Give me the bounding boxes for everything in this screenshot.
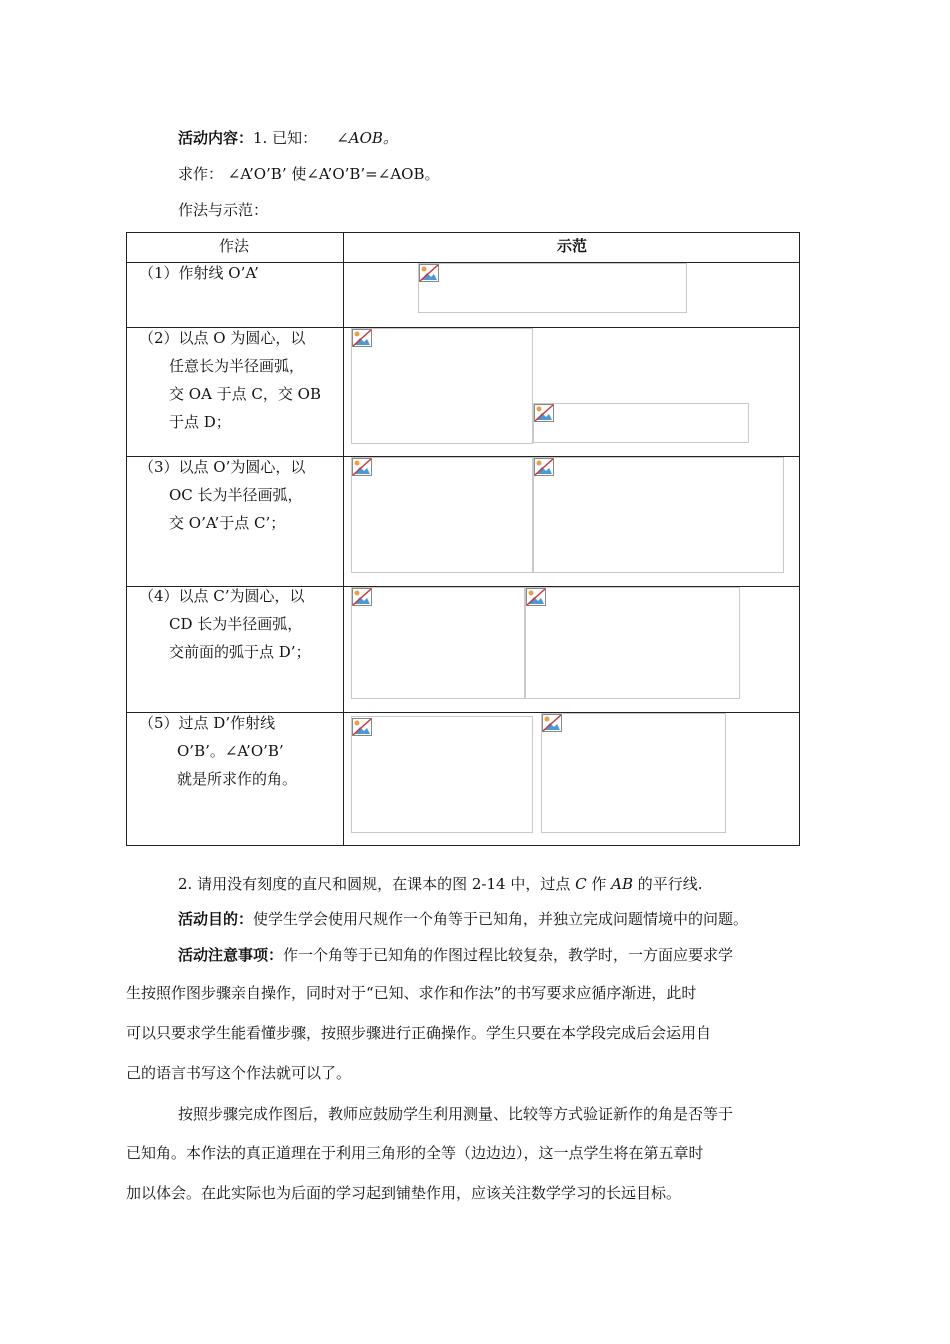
broken-image-icon [419, 264, 439, 282]
closing-line-1: 按照步骤完成作图后，教师应鼓励学生利用测量、比较等方式验证新作的角是否等于 [178, 1105, 734, 1123]
demo-image-5b [541, 713, 726, 833]
purpose-label: 活动目的： [178, 910, 254, 928]
notes-label: 活动注意事项： [178, 946, 284, 964]
broken-image-icon [542, 714, 562, 732]
closing-line-2: 已知角。本作法的真正道理在于利用三角形的全等（边边边），这一点学生将在第五章时 [126, 1144, 704, 1162]
broken-image-icon [526, 588, 546, 606]
broken-image-icon [352, 458, 372, 476]
notes-line-2: 生按照作图步骤亲自操作，同时对于“已知、求作和作法”的书写要求应循序渐进，此时 [126, 984, 697, 1002]
header-method: 作法 [219, 237, 250, 255]
demo-image-4b [525, 587, 740, 699]
method-intro: 作法与示范： [178, 201, 269, 219]
step-1-text: （1）作射线 O’A’ [139, 264, 259, 282]
broken-image-icon [534, 458, 554, 476]
table-divider [343, 233, 344, 845]
find-line: 求作： ∠A’O’B’ 使∠A’O’B’=∠AOB。 [178, 165, 440, 183]
demo-image-2a [351, 328, 533, 444]
broken-image-icon [352, 588, 372, 606]
given-angle: ∠AOB。 [336, 129, 398, 147]
notes-line-1: 活动注意事项：作一个角等于已知角的作图过程比较复杂，教学时，一方面应要求学 [178, 946, 734, 964]
header-demo: 示范 [557, 237, 588, 255]
demo-image-3b [533, 457, 784, 573]
broken-image-icon [534, 404, 554, 422]
step-4-text: （4）以点 C’为圆心，以 CD 长为半径画弧， 交前面的弧于点 D’； [139, 587, 311, 661]
broken-image-icon [352, 329, 372, 347]
broken-image-icon [352, 718, 372, 736]
step-3-text: （3）以点 O’为圆心，以 OC 长为半径画弧， 交 O’A’于点 C’； [139, 458, 306, 532]
activity-content-text: 1. 已知： [253, 129, 318, 147]
demo-image-4a [351, 587, 525, 699]
activity-purpose [178, 908, 748, 929]
purpose-text: 使学生学会使用尺规作一个角等于已知角，并独立完成问题情境中的问题。 [253, 910, 749, 928]
activity-content-line [178, 127, 398, 148]
activity-content-label: 活动内容： [178, 129, 254, 147]
demo-image-2b [533, 403, 749, 443]
notes-line-3: 可以只要求学生能看懂步骤，按照步骤进行正确操作。学生只要在本学段完成后会运用自 [126, 1024, 712, 1042]
step-2-text: （2）以点 O 为圆心，以 任意长为半径画弧， 交 OA 于点 C，交 OB 于点 D； [139, 329, 322, 431]
task-2: 2. 请用没有刻度的直尺和圆规，在课本的图 2-14 中，过点 C 作 AB 的平行线. [178, 875, 703, 893]
notes-line-4: 己的语言书写这个作法就可以了。 [126, 1064, 352, 1082]
step-5-text: （5）过点 D’作射线 O’B’。∠A’O’B’ 就是所求作的角。 [139, 714, 298, 788]
closing-line-3: 加以体会。在此实际也为后面的学习起到铺垫作用，应该关注数学学习的长远目标。 [126, 1184, 682, 1202]
demo-image-1 [418, 263, 687, 313]
demo-image-3a [351, 457, 533, 573]
demo-image-5a [351, 716, 533, 833]
